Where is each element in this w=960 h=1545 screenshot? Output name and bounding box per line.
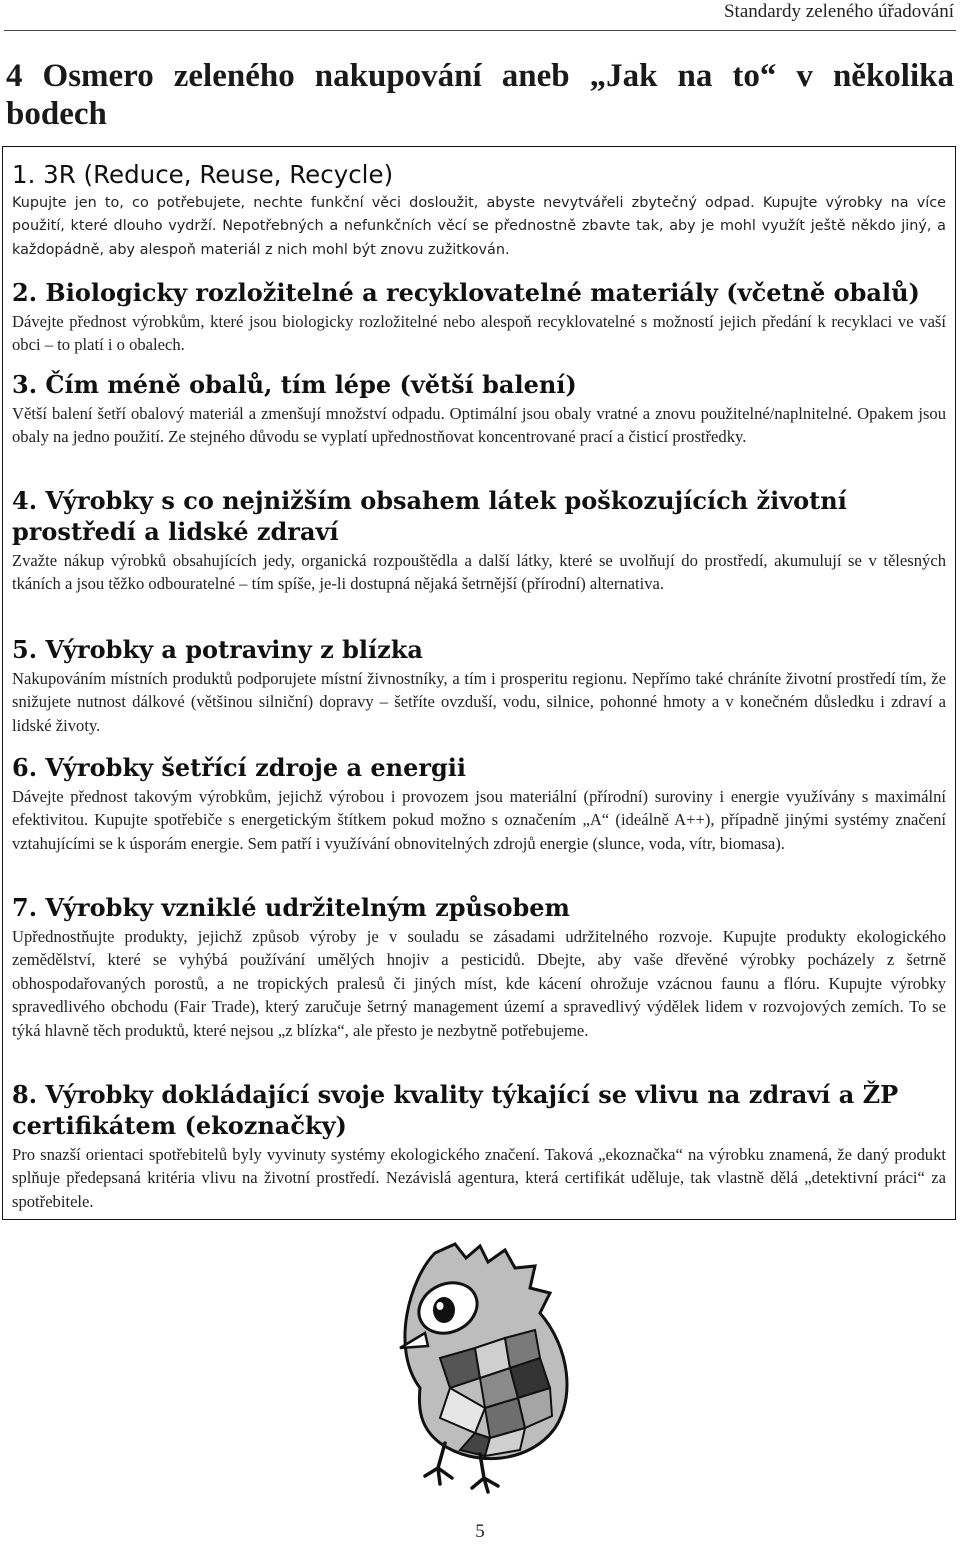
section-text: Upřednostňujte produkty, jejichž způsob výroby je v souladu se zásadami udržitelného rozvoje. Kupujte produkty ekologického zemědělství, které se vyhýbá používání umělých hnojiv a pesticidů. Dbejte, aby vaše dřevěné výrobky pocházely z šetrně obhospodařovaných porostů, a ne tropických pralesů či jiných míst, kde kácení ohrožuje vzácnou faunu a flóru. Kupujte výrobky spravedlivého obchodu (Fair Trade), který zaručuje šetrný management území a spravedlivý výdělek lidem v rozvojových zemích. To se týká hlavně těch produktů, které nejsou „z blízka“, ale přesto je nezbytně potřebujeme.	[12, 927, 946, 1040]
header-rule	[4, 30, 956, 31]
section-text: Větší balení šetří obalový materiál a zmenšují množství odpadu. Optimální jsou obaly vratné a znovu použitelné/naplnitelné. Opakem jsou obaly na jedno použití. Ze stejného důvodu se vyplatí upřednostňovat koncentrované prací a čisticí prostředky.	[12, 404, 946, 447]
section-local-products	[12, 634, 946, 737]
section-biodegradable-materials	[12, 277, 946, 357]
section-ecolabels	[12, 1079, 946, 1213]
section-reduce-reuse-recycle	[12, 159, 946, 262]
owl-mosaic-icon	[380, 1238, 580, 1496]
section-text: Pro snazší orientaci spotřebitelů byly vyvinuty systémy ekologického značení. Taková „ekoznačka“ na výrobku znamená, že daný produkt splňuje předepsaná kritéria vlivu na životní prostředí. Nezávislá agentura, která certifikát uděluje, tak vlastně dělá „detektivní práci“ za spotřebitele.	[12, 1145, 946, 1211]
section-title: 1. 3R (Reduce, Reuse, Recycle)	[12, 160, 394, 189]
section-title: 6. Výrobky šetřící zdroje a energii	[12, 753, 467, 782]
section-text: Kupujte jen to, co potřebujete, nechte funkční věci dosloužit, abyste nevytvářeli zbytečný odpad. Kupujte výrobky na více použití, které dlouho vydrží. Nepotřebných a nefunkčních věcí se přednostně zbavte tak, aby je mohl využít ještě někdo jiný, a každopádně, aby alespoň materiál z nich mohl být znovu zužitkován.	[12, 195, 946, 258]
section-resource-saving	[12, 752, 946, 855]
section-text: Nakupováním místních produktů podporujete místní živnostníky, a tím i prosperitu regionu. Nepřímo také chráníte životní prostředí tím, že snižujete nutnost dálkové (většinou silniční) dopravy – šetříte ovzduší, vodu, silnice, pohonné hmoty a v konečném důsledku i zdraví a lidské životy.	[12, 669, 946, 735]
section-harmful-substances	[12, 485, 946, 596]
section-title: 8. Výrobky dokládající svoje kvality týkající se vlivu na zdraví a ŽP certifikátem (ekoznačky)	[12, 1080, 899, 1140]
section-sustainable-production	[12, 892, 946, 1042]
section-title: 5. Výrobky a potraviny z blízka	[12, 635, 423, 664]
section-title: 2. Biologicky rozložitelné a recyklovatelné materiály (včetně obalů)	[12, 278, 920, 307]
section-title: 4. Výrobky s co nejnižším obsahem látek poškozujících životní prostředí a lidské zdraví	[12, 486, 847, 546]
section-text: Dávejte přednost výrobkům, které jsou biologicky rozložitelné nebo alespoň recyklovatelné s možností jejich předání k recyklaci ve vaší obci – to platí i o obalech.	[12, 312, 946, 355]
section-less-packaging	[12, 369, 946, 449]
section-title: 7. Výrobky vzniklé udržitelným způsobem	[12, 893, 570, 922]
section-title: 3. Čím méně obalů, tím lépe (větší balení)	[12, 370, 577, 399]
section-text: Zvažte nákup výrobků obsahujících jedy, organická rozpouštědla a další látky, které se uvolňují do prostředí, akumulují se v tělesných tkáních a jsou těžko odbouratelné – tím spíše, je-li dostupná nějaká šetrnější (přírodní) alternativa.	[12, 551, 946, 594]
section-text: Dávejte přednost takovým výrobkům, jejichž výrobou i provozem jsou materiální (přírodní) suroviny i energie využívány s maximální efektivitou. Kupujte spotřebiče s energetickým štítkem pokud možno s označením „A“ (ideálně A++), případně jinými systémy značení vztahujícími se k úsporám energie. Sem patří i využívání obnovitelných zdrojů energie (slunce, voda, vítr, biomasa).	[12, 787, 946, 853]
chapter-title: 4 Osmero zeleného nakupování aneb „Jak na to“ v několika bodech	[6, 58, 954, 132]
running-header: Standardy zeleného úřadování	[723, 1, 954, 22]
page-number: 5	[475, 1521, 485, 1542]
